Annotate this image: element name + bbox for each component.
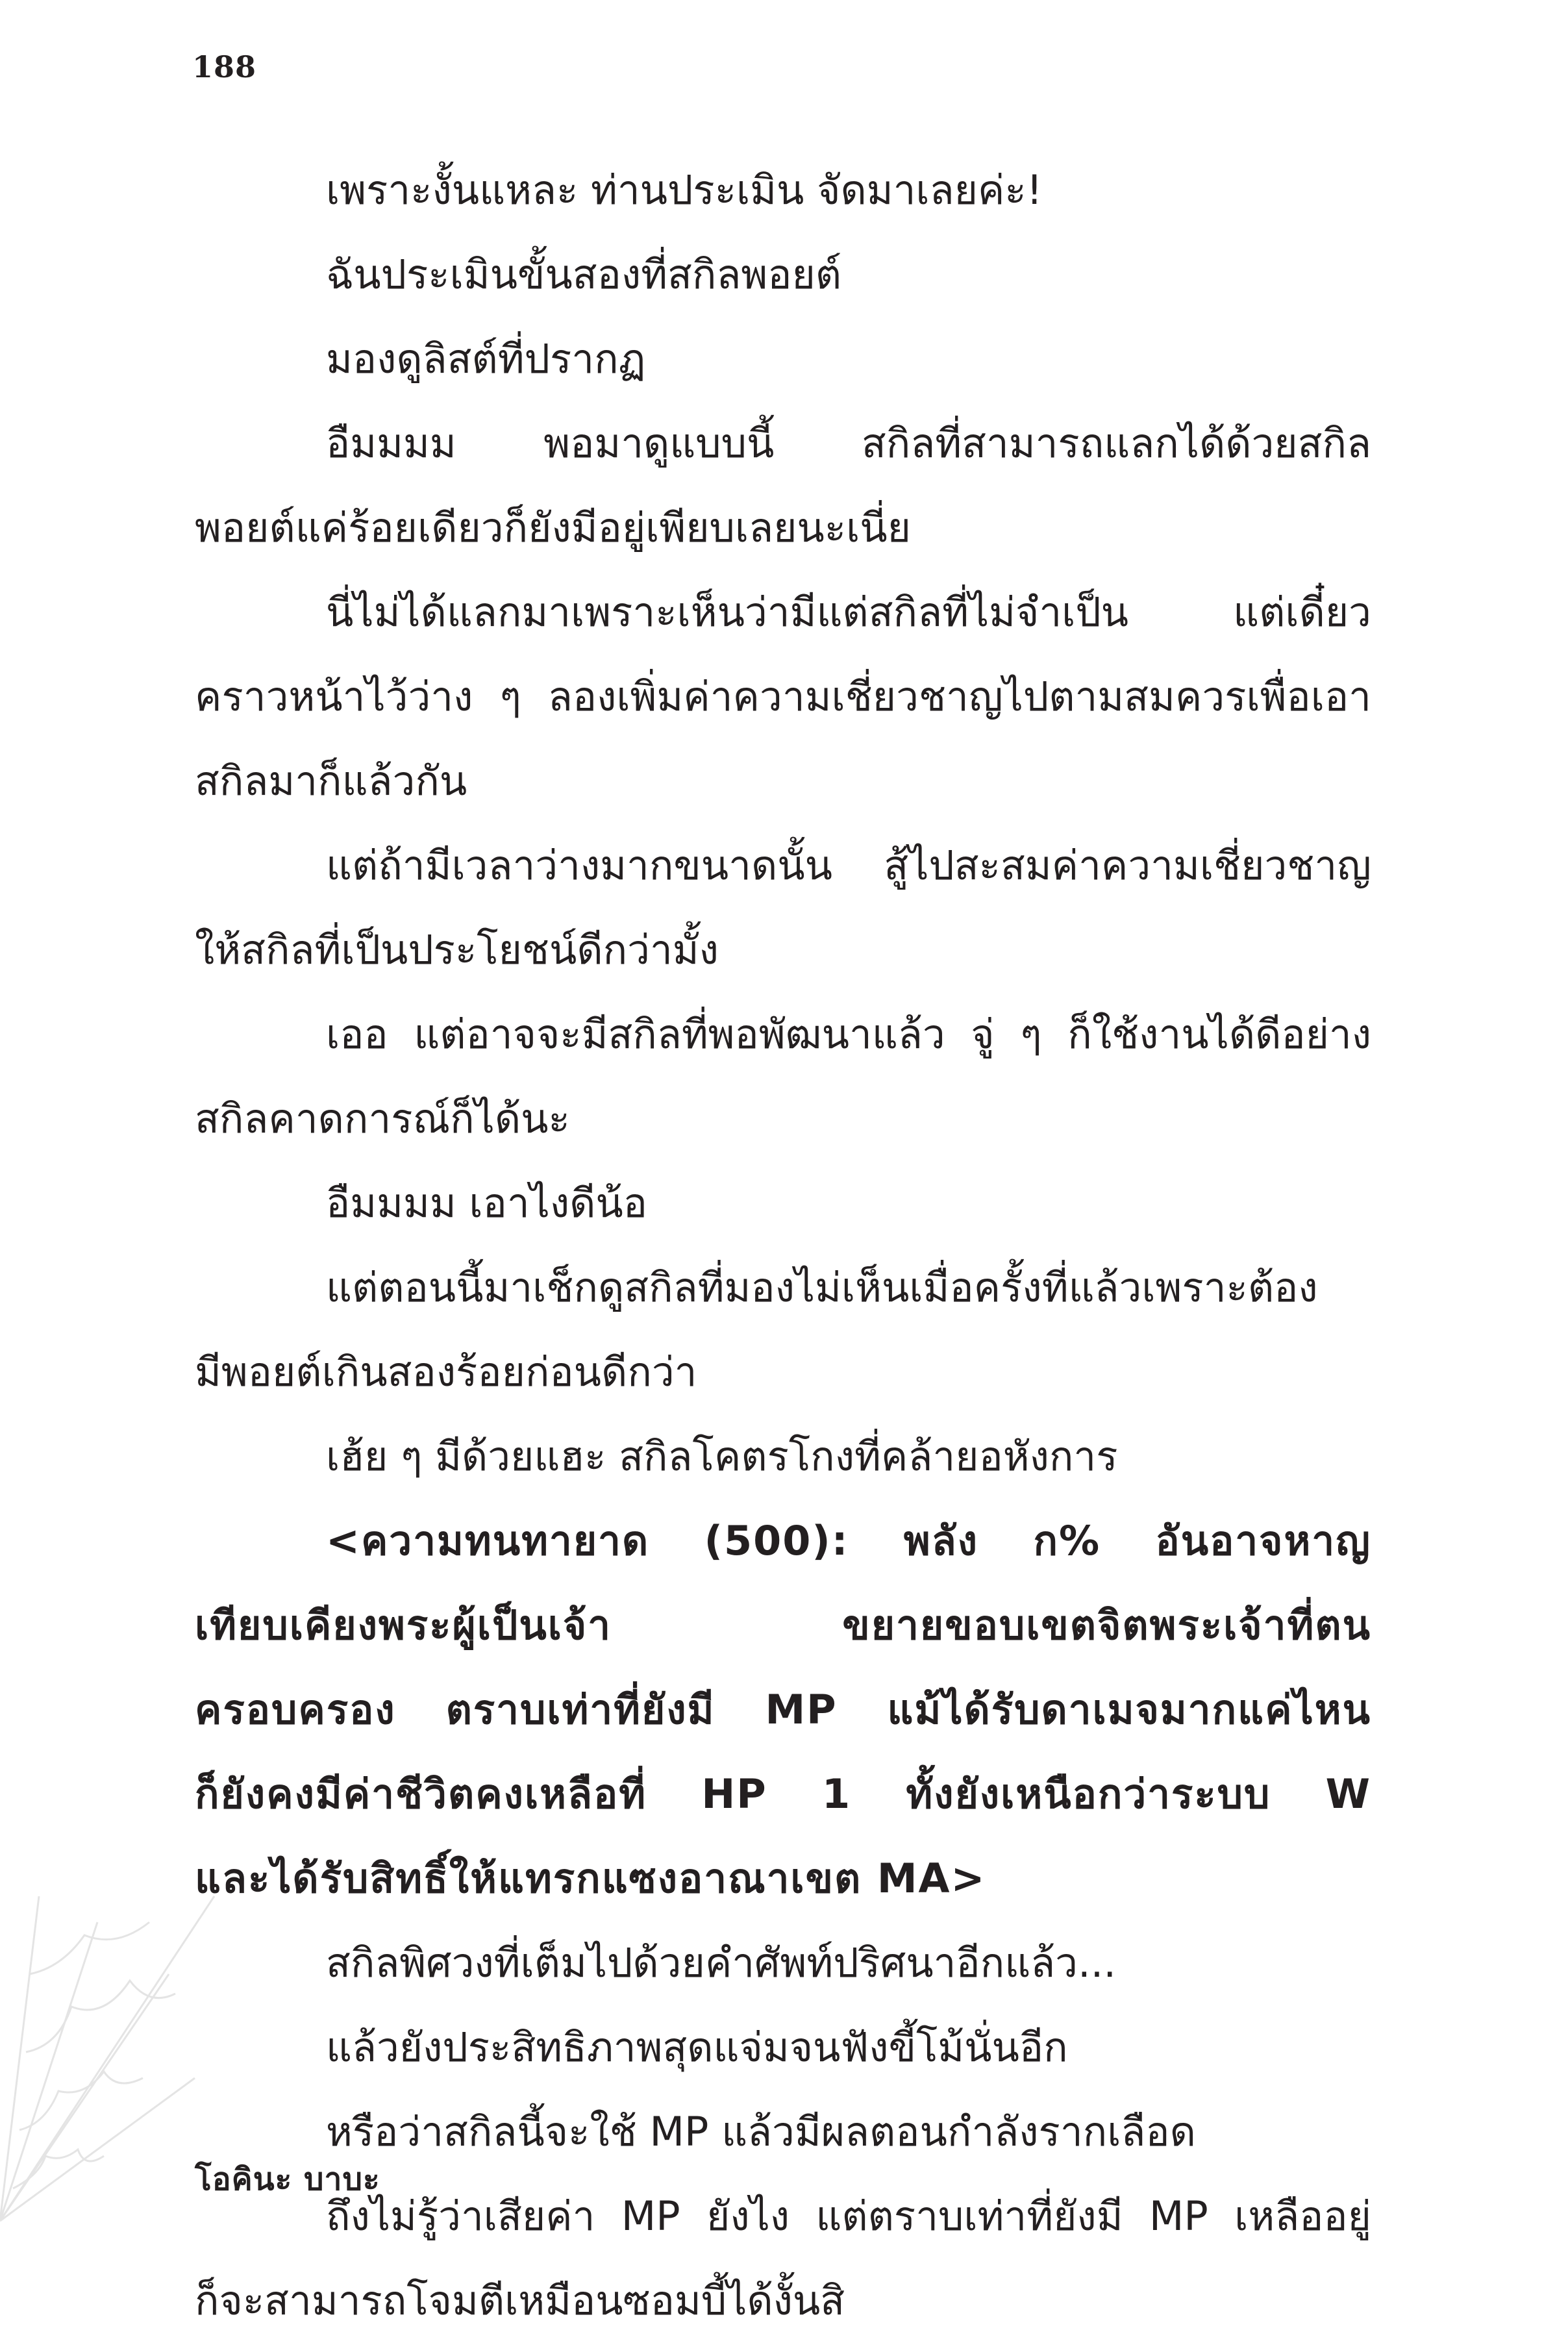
skill-description-line: ครอบครอง ตราบเท่าที่ยังมี MP แม้ได้รับดาเมจมากแค่ไหน (195, 1686, 1371, 1733)
text-line: สกิลพิศวงที่เต็มไปด้วยคำศัพท์ปริศนาอีกแล้ว... (326, 1939, 1117, 1986)
text-line: มองดูลิสต์ที่ปรากฏ (326, 335, 646, 382)
text-line: อืมมมม เอาไงดีน้อ (326, 1179, 648, 1227)
text-line: เออ แต่อาจจะมีสกิลที่พอพัฒนาแล้ว จู่ ๆ ก็ใช้งานได้ดีอย่าง (326, 1010, 1371, 1058)
skill-description-line: ก็ยังคงมีค่าชีวิตคงเหลือที่ HP 1 ทั้งยังเหนือกว่าระบบ W (195, 1770, 1371, 1818)
text-line: ถึงไม่รู้ว่าเสียค่า MP ยังไง แต่ตราบเท่าที่ยังมี MP เหลืออยู่ (326, 2192, 1371, 2240)
skill-description-line: <ความทนทายาด (500): พลัง ก% อันอาจหาญ (326, 1517, 1371, 1564)
spider-web-decoration (0, 1883, 221, 2234)
text-line: มีพอยต์เกินสองร้อยก่อนดีกว่า (195, 1348, 697, 1396)
text-line: สกิลมาก็แล้วกัน (195, 757, 467, 805)
text-line: ฉันประเมินขั้นสองที่สกิลพอยต์ (326, 251, 842, 298)
text-line: ให้สกิลที่เป็นประโยชน์ดีกว่ามั้ง (195, 926, 719, 973)
text-line: เพราะงั้นแหละ ท่านประเมิน จัดมาเลยค่ะ! (326, 166, 1043, 214)
running-footer-author: โอคินะ บาบะ (195, 2161, 380, 2198)
text-line: อืมมมม พอมาดูแบบนี้ สกิลที่สามารถแลกได้ด้วยสกิล (326, 420, 1371, 467)
text-line: สกิลคาดการณ์ก็ได้นะ (195, 1095, 570, 1142)
text-line: พอยต์แค่ร้อยเดียวก็ยังมีอยู่เพียบเลยนะเนี่ย (195, 504, 912, 551)
page-number: 188 (192, 49, 257, 84)
skill-description-line: และได้รับสิทธิ์ให้แทรกแซงอาณาเขต MA> (195, 1855, 986, 1902)
text-line: ก็จะสามารถโจมตีเหมือนซอมบี้ได้งั้นสิ (195, 2277, 845, 2324)
text-line: แล้วยังประสิทธิภาพสุดแจ่มจนฟังขี้โม้นั่นอีก (326, 2024, 1068, 2071)
text-line: แต่ถ้ามีเวลาว่างมากขนาดนั้น สู้ไปสะสมค่าความเชี่ยวชาญ (326, 842, 1371, 889)
text-line: เฮ้ย ๆ มีด้วยแฮะ สกิลโคตรโกงที่คล้ายอหังการ (326, 1433, 1118, 1480)
body-text (195, 148, 1371, 2343)
skill-description-line: เทียบเคียงพระผู้เป็นเจ้า ขยายขอบเขตจิตพระเจ้าที่ตน (195, 1601, 1371, 1649)
text-line: คราวหน้าไว้ว่าง ๆ ลองเพิ่มค่าความเชี่ยวชาญไปตามสมควรเพื่อเอา (195, 673, 1371, 720)
text-line: นี่ไม่ได้แลกมาเพราะเห็นว่ามีแต่สกิลที่ไม่จำเป็น แต่เดี๋ยว (326, 588, 1371, 636)
text-line: หรือว่าสกิลนี้จะใช้ MP แล้วมีผลตอนกำลังรากเลือด (326, 2108, 1196, 2155)
text-line: แต่ตอนนี้มาเช็กดูสกิลที่มองไม่เห็นเมื่อครั้งที่แล้วเพราะต้อง (326, 1264, 1318, 1311)
